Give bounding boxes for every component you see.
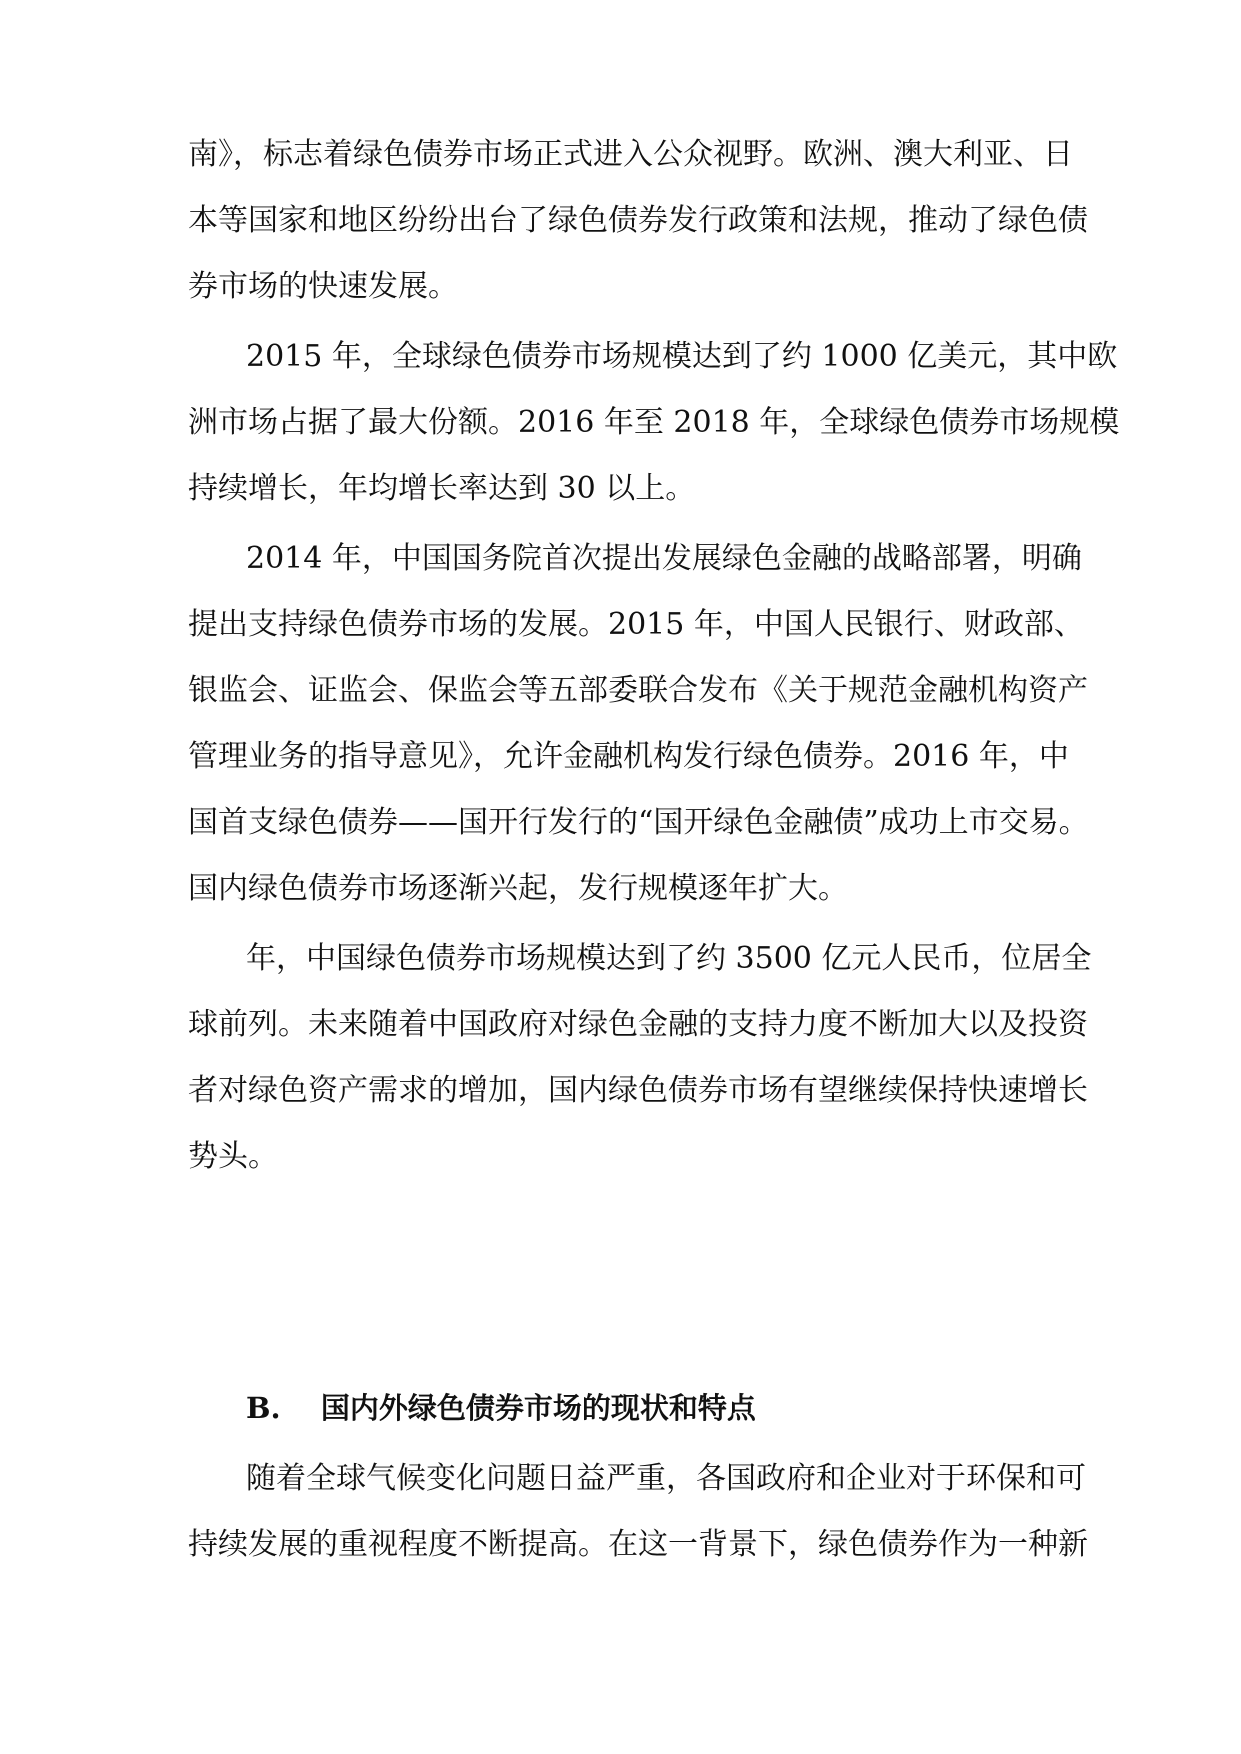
- section-title: 国内外绿色债券市场的现状和特点: [320, 1391, 756, 1425]
- paragraph-4-line-2: 球前列。未来随着中国政府对绿色金融的支持力度不断加大以及投资: [188, 1007, 1088, 1042]
- paragraph-3-line-5: 国首支绿色债券——国开行发行的“国开绿色金融债”成功上市交易。: [188, 805, 1089, 840]
- paragraph-1-line-3: 券市场的快速发展。: [188, 269, 458, 304]
- section-paragraph-line-2: 持续发展的重视程度不断提高。在这一背景下，绿色债券作为一种新: [188, 1527, 1088, 1562]
- paragraph-3-line-2: 提出支持绿色债券市场的发展。2015 年，中国人民银行、财政部、: [188, 607, 1084, 642]
- paragraph-3-line-6: 国内绿色债券市场逐渐兴起，发行规模逐年扩大。: [188, 871, 848, 906]
- paragraph-2-line-1: 2015 年，全球绿色债券市场规模达到了约 1000 亿美元，其中欧: [246, 339, 1118, 374]
- paragraph-3-line-4: 管理业务的指导意见》，允许金融机构发行绿色债券。2016 年，中: [188, 739, 1069, 774]
- paragraph-4-line-4: 势头。: [188, 1139, 278, 1174]
- paragraph-4-line-1: 年，中国绿色债券市场规模达到了约 3500 亿元人民币，位居全: [246, 941, 1092, 976]
- section-heading: [246, 1378, 756, 1438]
- paragraph-2-line-2: 洲市场占据了最大份额。2016 年至 2018 年，全球绿色债券市场规模: [188, 405, 1120, 440]
- paragraph-4-line-3: 者对绿色资产需求的增加，国内绿色债券市场有望继续保持快速增长: [188, 1073, 1088, 1108]
- section-marker: B.: [246, 1391, 281, 1425]
- paragraph-3-line-3: 银监会、证监会、保监会等五部委联合发布《关于规范金融机构资产: [188, 673, 1088, 708]
- section-paragraph-line-1: 随着全球气候变化问题日益严重，各国政府和企业对于环保和可: [246, 1461, 1086, 1496]
- paragraph-1-line-1: 南》，标志着绿色债券市场正式进入公众视野。欧洲、澳大利亚、日: [188, 137, 1073, 172]
- paragraph-3-line-1: 2014 年，中国国务院首次提出发展绿色金融的战略部署，明确: [246, 541, 1082, 576]
- paragraph-1-line-2: 本等国家和地区纷纷出台了绿色债券发行政策和法规，推动了绿色债: [188, 203, 1088, 238]
- paragraph-2-line-3: 持续增长，年均增长率达到 30 以上。: [188, 471, 696, 506]
